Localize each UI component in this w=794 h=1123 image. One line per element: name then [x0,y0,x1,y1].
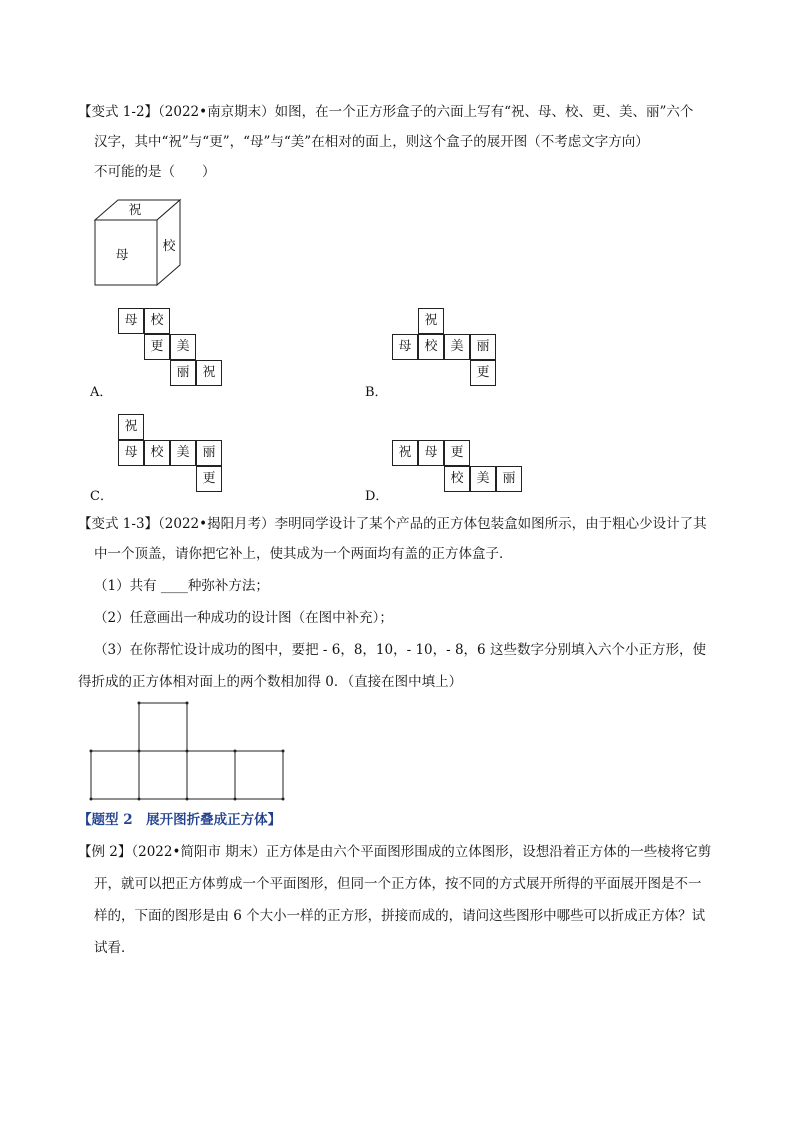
box-net-figure [88,700,288,802]
option-c-label: C． [90,489,113,504]
problem-1-3-part-2: （2）任意画出一种成功的设计图（在图中补充）； [94,610,393,626]
option-b-label: B． [365,385,388,400]
option-b-cell: 校 [418,334,444,360]
option-d-cell: 美 [470,466,496,492]
problem-1-3-part-1: （1）共有 ____种弥补方法； [94,578,269,594]
option-d-cell: 祝 [392,440,418,466]
option-b-cell: 美 [444,334,470,360]
option-a-cell: 母 [118,308,144,334]
section-heading: 【题型 2 展开图折叠成正方体】 [78,812,282,828]
option-c-cell: 校 [144,440,170,466]
option-d-cell: 更 [444,440,470,466]
problem-1-2-line-2: 汉字，其中“祝”与“更”，“母”与“美”在相对的面上，则这个盒子的展开图（不考虑文字方向） [94,134,649,150]
problem-1-3-line-1: 【变式 1-3】（2022•揭阳月考）李明同学设计了某个产品的正方体包装盒如图所示，由于粗心少设计了其 [78,516,707,532]
option-b-cell: 更 [470,360,496,386]
example-2-line-1: 【例 2】（2022•简阳市 期末）正方体是由六个平面图形围成的立体图形，设想沿着正方体的一些棱将它剪 [78,844,712,860]
option-c-cell: 丽 [196,440,222,466]
option-a-cell: 校 [144,308,170,334]
option-b-cell: 母 [392,334,418,360]
option-d-cell: 母 [418,440,444,466]
option-c-cell: 母 [118,440,144,466]
option-b-cell: 祝 [418,308,444,334]
option-a-label: A． [90,385,113,400]
problem-1-3-part-3-cont: 得折成的正方体相对面上的两个数相加得 0．（直接在图中填上） [78,674,463,690]
option-d-cell: 丽 [496,466,522,492]
option-c-cell: 祝 [118,414,144,440]
option-d-label: D． [365,489,389,504]
problem-1-3-part-3: （3）在你帮忙设计成功的图中，要把 - 6，8，10，- 10，- 8，6 这些数字分别填入六个小正方形，使 [94,642,706,658]
problem-1-2-line-3: 不可能的是（ ） [94,164,216,180]
option-c-cell: 更 [196,466,222,492]
option-a-cell: 美 [170,334,196,360]
problem-1-2-line-1: 【变式 1-2】（2022•南京期末）如图，在一个正方形盒子的六面上写有“祝、母、校、更、美、丽”六个 [78,104,694,120]
cube-right-face: 校 [162,239,176,254]
option-c-cell: 美 [170,440,196,466]
example-2-line-2: 开，就可以把正方体剪成一个平面图形，但同一个正方体，按不同的方式展开所得的平面展开图是不一 [94,876,702,892]
problem-1-3-line-2: 中一个顶盖，请你把它补上，使其成为一个两面均有盖的正方体盒子． [94,546,513,562]
example-2-line-4: 试看． [94,940,135,956]
cube-front-face: 母 [115,248,129,263]
cube-top-face: 祝 [128,203,142,218]
cube-figure [90,197,190,289]
option-a-cell: 更 [144,334,170,360]
option-b-cell: 丽 [470,334,496,360]
example-2-line-3: 样的，下面的图形是由 6 个大小一样的正方形，拼接而成的，请问这些图形中哪些可以折成正方体？试 [94,908,706,924]
option-a-cell: 祝 [196,360,222,386]
option-d-cell: 校 [444,466,470,492]
option-a-cell: 丽 [170,360,196,386]
